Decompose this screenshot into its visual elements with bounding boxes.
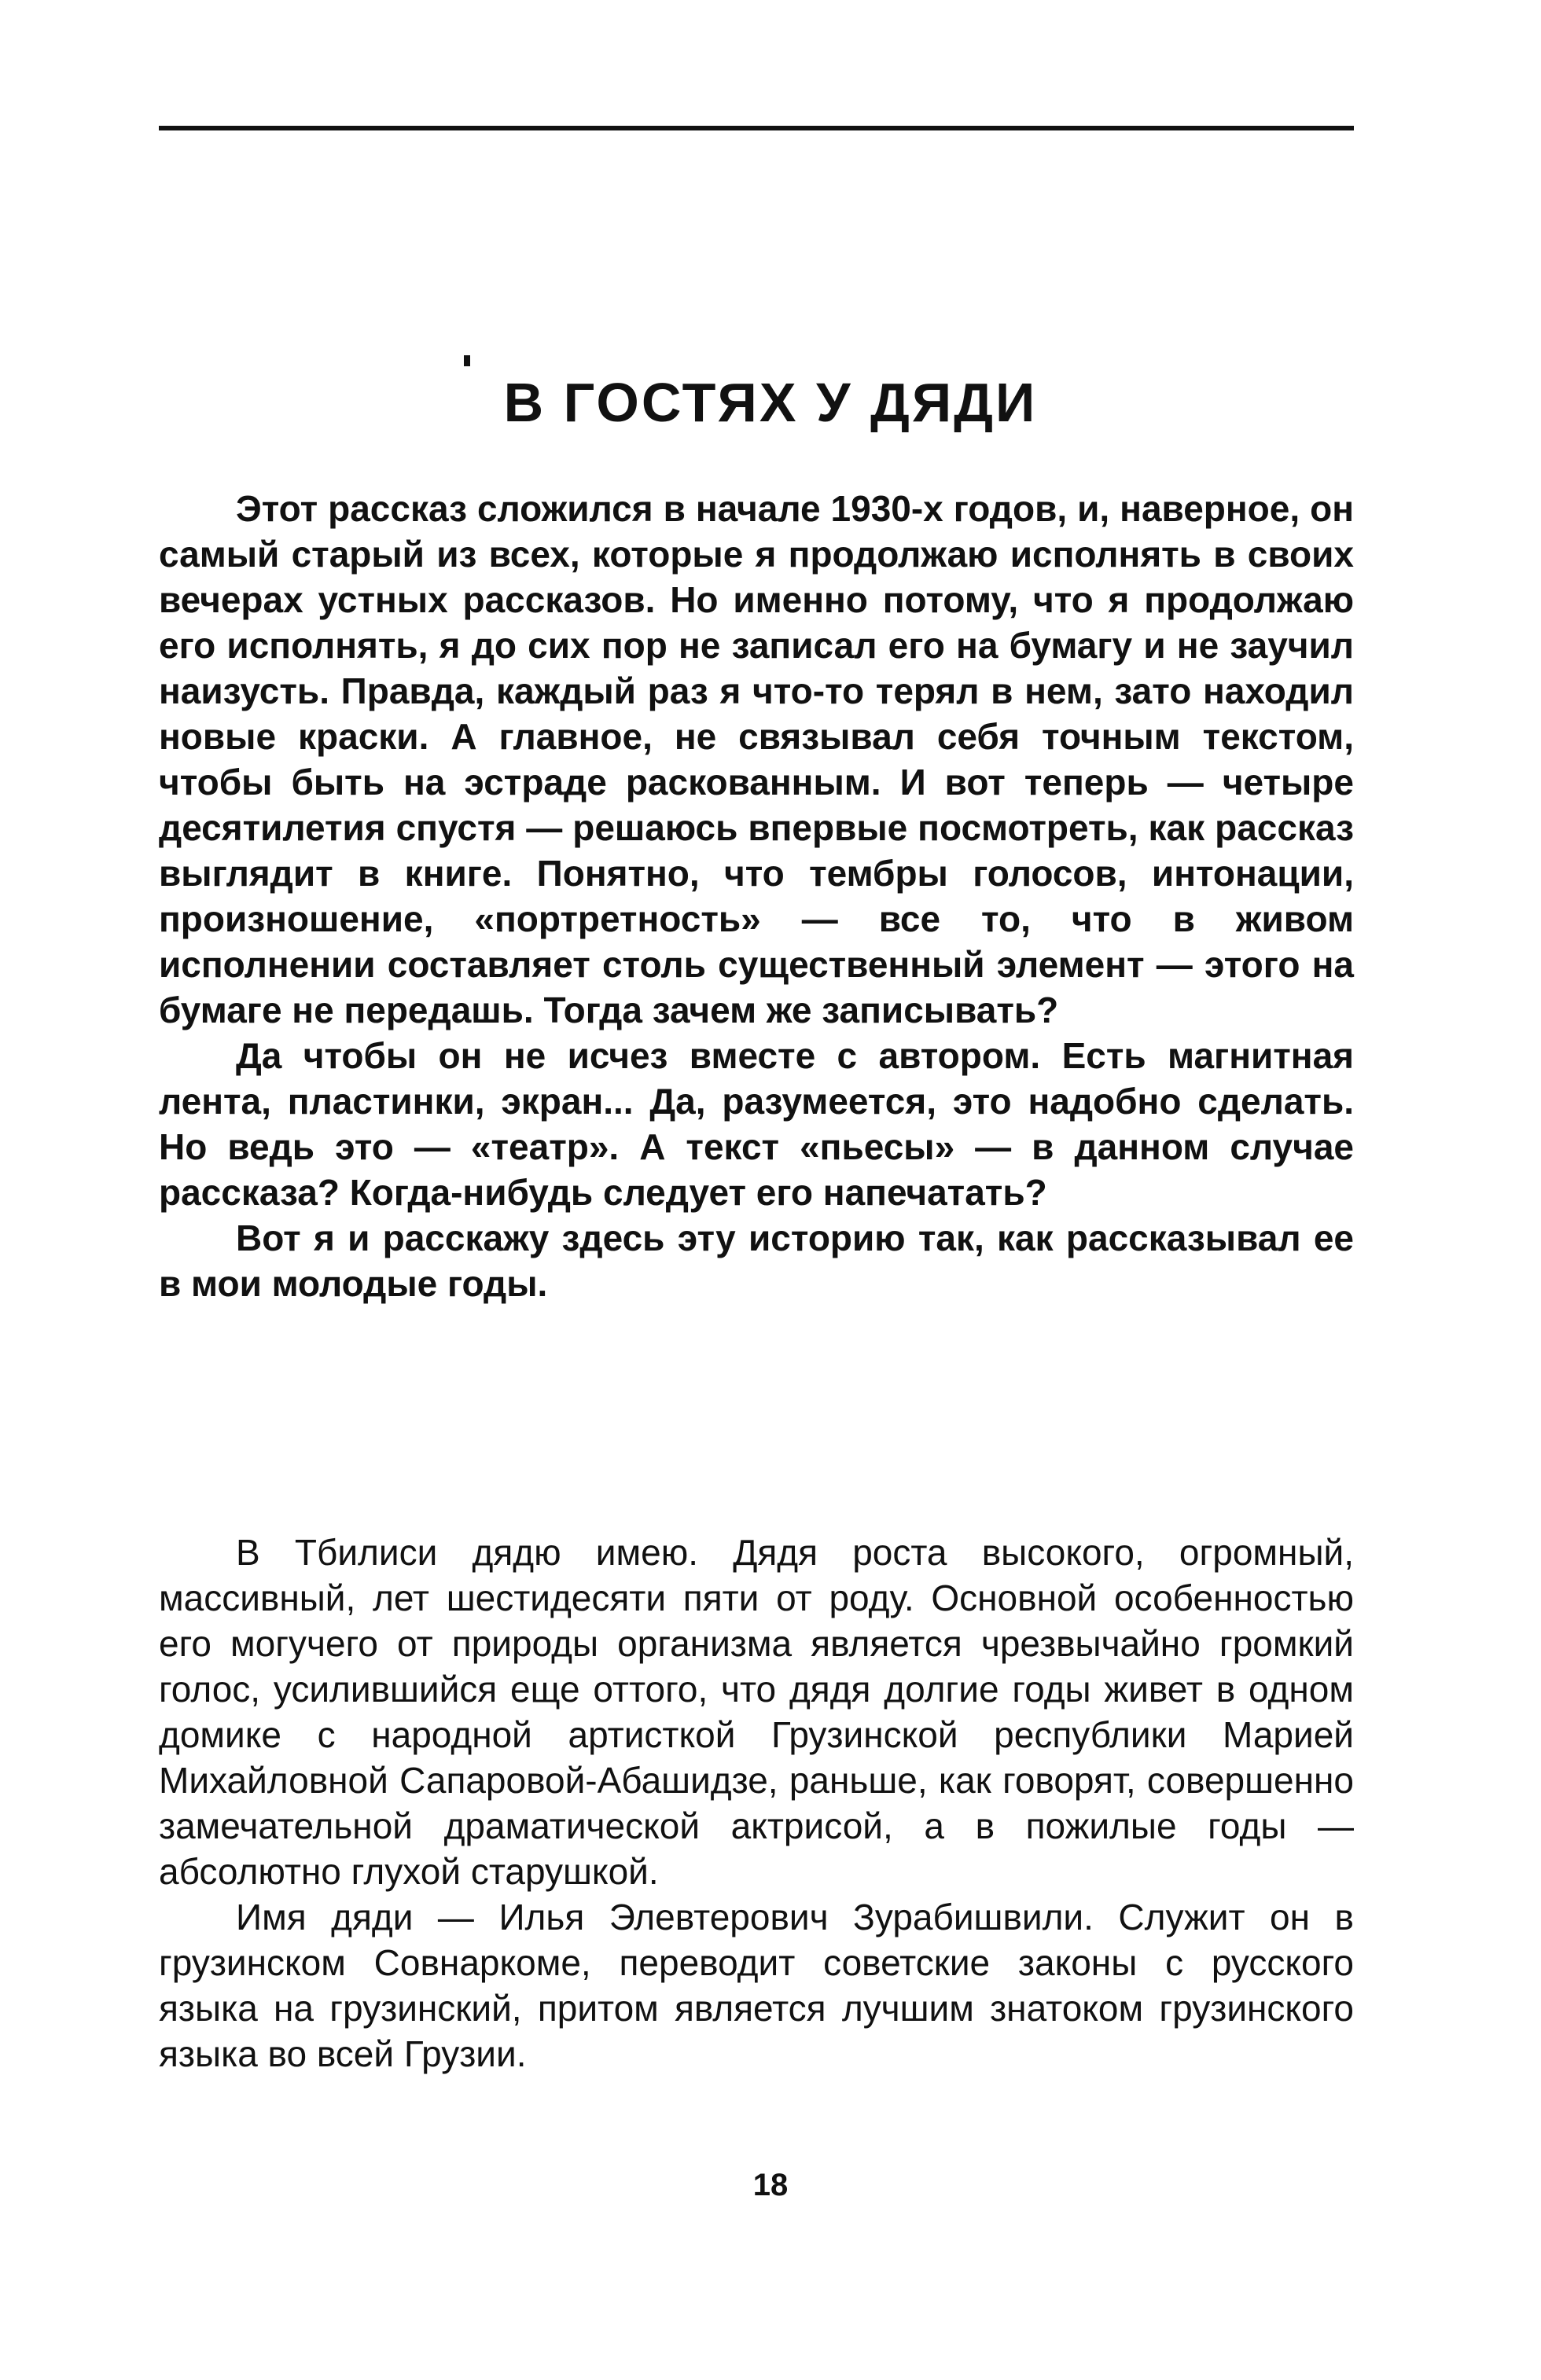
page-number: 18: [752, 2168, 789, 2202]
story-text: [159, 1530, 1354, 2077]
story-paragraph-2: Имя дяди — Илья Элевтерович Зурабишвили. Служит он в грузинском Совнаркоме, переводит советские законы с русского языка на грузинский, притом является лучшим знатоком грузинского языка во всей Грузии.: [159, 1897, 1354, 2074]
story-paragraph-1: В Тбилиси дядю имею. Дядя роста высокого, огромный, массивный, лет шестидесяти пяти от роду. Основной особенностью его могучего от природы организма является чрезвычайно громкий голос, усилившийся еще оттого, что дядя долгие годы живет в одном домике с народной артисткой Грузинской республики Марией Михайловной Сапаровой-Абашидзе, раньше, как говорят, совершенно замечательной драматической актрисой, а в пожилые годы — абсолютно глухой старушкой.: [159, 1532, 1354, 1892]
intro-paragraph-3: Вот я и расскажу здесь эту историю так, как рассказывал ее в мои молодые годы.: [159, 1218, 1354, 1304]
top-rule: [159, 126, 1354, 130]
intro-paragraph-2: Да чтобы он не исчез вместе с автором. Есть магнитная лента, пластинки, экран... Да, разумеется, это надобно сделать. Но ведь это — «театр». А текст «пьесы» — в данном случае рассказа? Когда-нибудь следует его напечатать?: [159, 1035, 1354, 1213]
chapter-title: В ГОСТЯХ У ДЯДИ: [503, 371, 1038, 433]
title-mark: [464, 355, 470, 366]
intro-text: [159, 486, 1354, 1306]
intro-paragraph-1: Этот рассказ сложился в начале 1930-х годов, и, наверное, он самый старый из всех, которые я продолжаю исполнять в своих вечерах устных рассказов. Но именно потому, что я продолжаю его исполнять, я до сих пор не записал его на бумагу и не заучил наизусть. Правда, каждый раз я что-то терял в нем, зато находил новые краски. А главное, не связывал себя точным текстом, чтобы быть на эстраде раскованным. И вот теперь — четыре десятилетия спустя — решаюсь впервые посмотреть, как рассказ выглядит в книге. Понятно, что тембры голосов, интонации, произношение, «портретность» — все то, что в живом исполнении составляет столь существенный элемент — этого на бумаге не передашь. Тогда зачем же записывать?: [159, 488, 1354, 1030]
